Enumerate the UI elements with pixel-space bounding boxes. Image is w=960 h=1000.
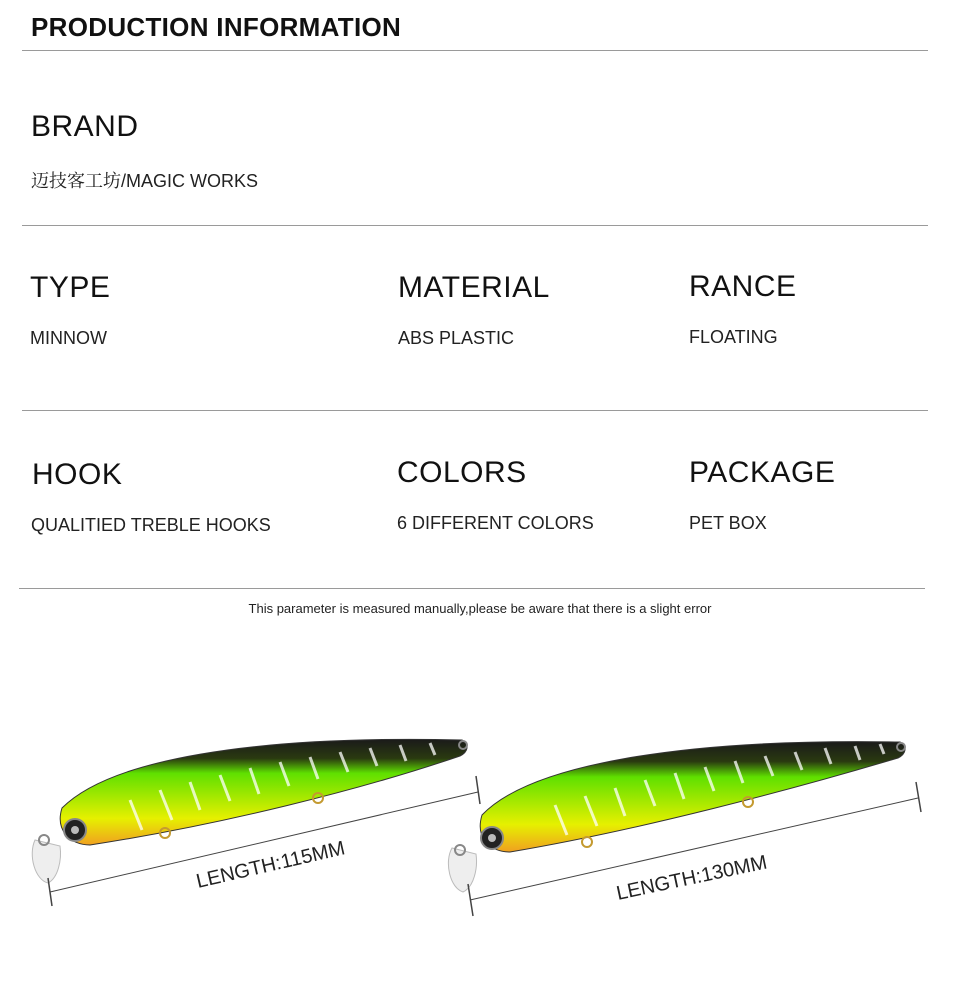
brand-label: BRAND [31, 110, 139, 143]
hook-label: HOOK [32, 458, 123, 491]
hook-value: QUALITIED TREBLE HOOKS [31, 515, 271, 535]
colors-value: 6 DIFFERENT COLORS [397, 513, 594, 533]
lures-illustration [0, 640, 960, 940]
divider [22, 50, 928, 51]
divider [22, 410, 928, 411]
type-label: TYPE [30, 271, 111, 304]
package-label: PACKAGE [689, 456, 836, 489]
divider [22, 225, 928, 226]
divider [19, 588, 925, 589]
page-title: PRODUCTION INFORMATION [31, 12, 402, 42]
length-label-130mm: LENGTH:130MM [614, 851, 770, 905]
lure-lip-icon [32, 840, 60, 883]
material-value: ABS PLASTIC [398, 328, 515, 348]
colors-label: COLORS [397, 456, 527, 489]
measurement-note: This parameter is measured manually,please be aware that there is a slight error [248, 601, 712, 616]
material-label: MATERIAL [398, 271, 550, 304]
rance-label: RANCE [689, 270, 797, 303]
package-value: PET BOX [689, 513, 767, 533]
brand-value: 迈技客工坊/MAGIC WORKS [31, 171, 259, 191]
type-value: MINNOW [30, 328, 107, 348]
length-label-115mm: LENGTH:115MM [194, 837, 348, 893]
rance-value: FLOATING [689, 327, 778, 347]
